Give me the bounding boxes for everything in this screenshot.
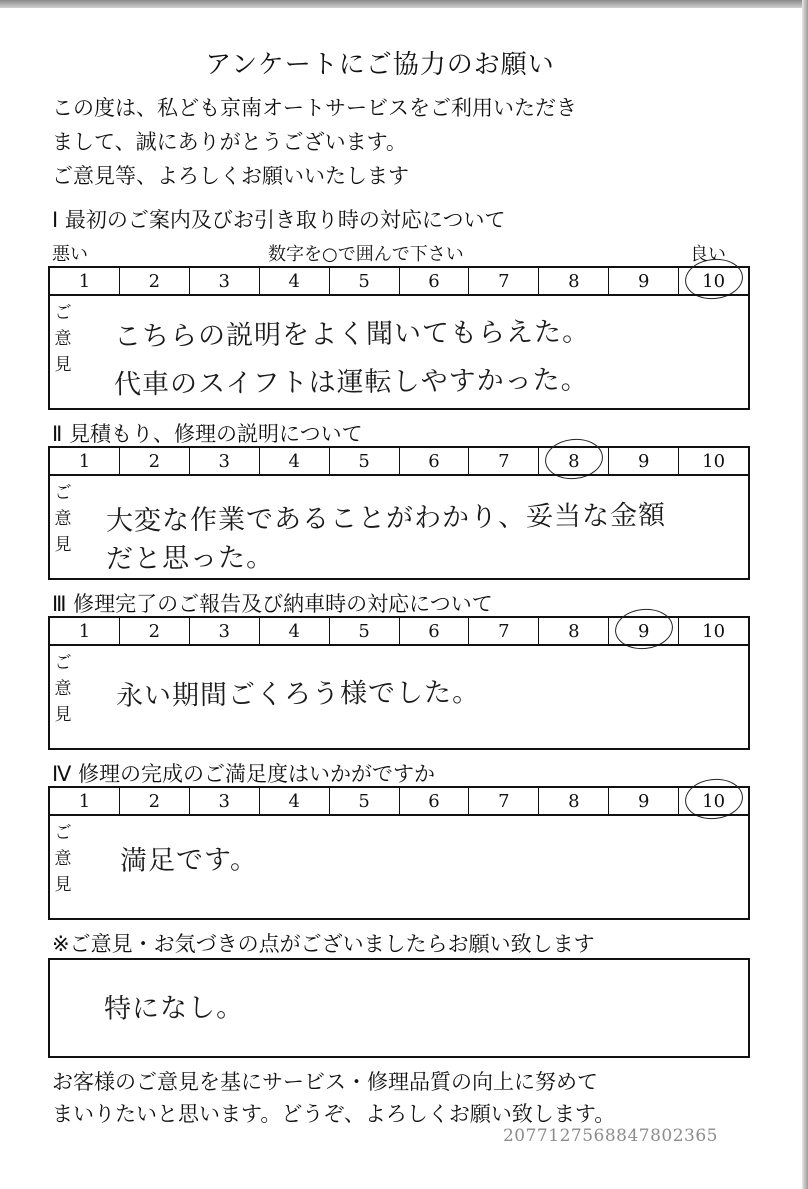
rating-option[interactable] xyxy=(260,618,330,644)
rating-option[interactable] xyxy=(330,618,400,644)
rating-number: 1 xyxy=(78,270,91,292)
handwritten-comment: 永い期間ごくろう様でした。 xyxy=(115,677,481,712)
rating-option[interactable] xyxy=(609,268,679,294)
rating-option[interactable] xyxy=(539,618,609,644)
opinion-label xyxy=(54,650,72,728)
rating-number: 7 xyxy=(498,620,510,642)
rating-number: 9 xyxy=(637,270,650,292)
rating-number: 6 xyxy=(428,270,440,292)
comment-box-3 xyxy=(48,644,750,750)
rating-scale-1 xyxy=(48,266,750,296)
rating-option[interactable] xyxy=(469,788,539,814)
rating-option[interactable] xyxy=(120,448,190,474)
rating-number: 9 xyxy=(637,790,650,812)
rating-number: 10 xyxy=(702,450,726,472)
handwritten-comment: 大変な作業であることがわかり、妥当な金額 xyxy=(105,500,667,537)
opinion-label-char: 見 xyxy=(54,705,72,725)
rating-option[interactable] xyxy=(539,788,609,814)
rating-option[interactable] xyxy=(539,448,609,474)
page-title: アンケートにご協力のお願い xyxy=(205,50,555,80)
scale-good-label: 良い xyxy=(690,244,726,265)
rating-option[interactable] xyxy=(330,268,400,294)
section-4-heading: Ⅳ 修理の完成のご満足度はいかがですか xyxy=(52,762,436,786)
section-3-heading: Ⅲ 修理完了のご報告及び納車時の対応について xyxy=(52,592,493,616)
rating-number: 3 xyxy=(218,790,230,812)
handwritten-comment: 特になし。 xyxy=(103,992,245,1025)
rating-option[interactable] xyxy=(400,788,470,814)
rating-number: 8 xyxy=(568,450,580,472)
opinion-label-char: 意 xyxy=(54,679,72,699)
rating-number: 7 xyxy=(498,270,510,292)
rating-number: 1 xyxy=(78,620,91,642)
handwritten-comment: 代車のスイフトは運転しやすかった。 xyxy=(113,364,589,401)
scale-instruction: 数字を○で囲んで下さい xyxy=(268,244,464,265)
rating-scale-4 xyxy=(48,786,750,816)
rating-option[interactable] xyxy=(330,448,400,474)
opinion-label-char: 見 xyxy=(54,355,72,375)
free-comment-box xyxy=(48,958,750,1058)
rating-number: 3 xyxy=(218,450,230,472)
rating-option[interactable] xyxy=(469,268,539,294)
rating-number: 5 xyxy=(358,790,370,812)
opinion-label-char: 意 xyxy=(54,509,72,529)
intro-line-1: この度は、私ども京南オートサービスをご利用いただき xyxy=(52,96,577,120)
rating-number: 5 xyxy=(358,270,370,292)
rating-option[interactable] xyxy=(50,788,120,814)
rating-number: 10 xyxy=(702,790,726,812)
handwritten-comment: だと思った。 xyxy=(105,542,275,575)
rating-option[interactable] xyxy=(260,788,330,814)
rating-number: 1 xyxy=(78,450,91,472)
rating-option[interactable] xyxy=(400,618,470,644)
rating-option[interactable] xyxy=(400,268,470,294)
rating-option[interactable] xyxy=(190,788,260,814)
rating-option[interactable] xyxy=(260,268,330,294)
rating-option[interactable] xyxy=(50,448,120,474)
rating-option[interactable] xyxy=(539,268,609,294)
rating-number: 10 xyxy=(702,270,726,292)
intro-line-3: ご意見等、よろしくお願いいたします xyxy=(52,164,409,188)
rating-scale-3 xyxy=(48,616,750,646)
rating-option[interactable] xyxy=(120,268,190,294)
rating-option[interactable] xyxy=(50,268,120,294)
opinion-label-char: ご xyxy=(54,823,72,843)
scan-edge-right xyxy=(802,0,808,1189)
handwritten-comment: こちらの説明をよく聞いてもらえた。 xyxy=(113,316,591,353)
document-id: 20771275688478023​65 xyxy=(502,1126,718,1146)
rating-number: 8 xyxy=(568,270,580,292)
opinion-label-char: 見 xyxy=(54,535,72,555)
rating-number: 1 xyxy=(78,790,91,812)
rating-number: 3 xyxy=(218,620,230,642)
section-2-heading: Ⅱ 見積もり、修理の説明について xyxy=(52,422,363,446)
rating-option[interactable] xyxy=(260,448,330,474)
rating-number: 7 xyxy=(498,450,510,472)
rating-option[interactable] xyxy=(190,618,260,644)
rating-number: 6 xyxy=(428,620,440,642)
rating-number: 4 xyxy=(288,620,300,642)
handwritten-comment: 満足です。 xyxy=(119,844,259,877)
rating-number: 6 xyxy=(428,450,440,472)
rating-number: 8 xyxy=(568,620,580,642)
intro-line-2: まして、誠にありがとうございます。 xyxy=(52,130,407,154)
section-1-heading: Ⅰ 最初のご案内及びお引き取り時の対応について xyxy=(52,208,506,232)
rating-number: 9 xyxy=(637,620,650,642)
opinion-label-char: 見 xyxy=(54,875,72,895)
rating-option[interactable] xyxy=(609,788,679,814)
rating-option[interactable] xyxy=(469,618,539,644)
rating-option[interactable] xyxy=(120,618,190,644)
opinion-label-char: 意 xyxy=(54,329,72,349)
rating-option[interactable] xyxy=(50,618,120,644)
opinion-label xyxy=(54,820,72,898)
opinion-label-char: ご xyxy=(54,303,72,323)
opinion-label-char: ご xyxy=(54,483,72,503)
rating-number: 7 xyxy=(498,790,510,812)
rating-option[interactable] xyxy=(120,788,190,814)
rating-option[interactable] xyxy=(190,448,260,474)
free-comment-heading: ※ご意見・お気づきの点がございましたらお願い致します xyxy=(52,932,595,956)
rating-number: 2 xyxy=(148,450,161,472)
rating-option[interactable] xyxy=(609,448,679,474)
rating-option[interactable] xyxy=(400,448,470,474)
closing-line-1: お客様のご意見を基にサービス・修理品質の向上に努めて xyxy=(52,1070,598,1094)
rating-scale-2 xyxy=(48,446,750,476)
rating-number: 3 xyxy=(218,270,230,292)
opinion-label xyxy=(54,300,72,378)
rating-option[interactable] xyxy=(679,448,748,474)
closing-line-2: まいりたいと思います。どうぞ、よろしくお願い致します。 xyxy=(52,1102,616,1126)
rating-number: 4 xyxy=(288,450,300,472)
rating-option[interactable] xyxy=(679,618,748,644)
rating-option[interactable] xyxy=(679,268,748,294)
rating-option[interactable] xyxy=(469,448,539,474)
rating-number: 5 xyxy=(358,620,370,642)
rating-number: 8 xyxy=(568,790,580,812)
rating-number: 6 xyxy=(428,790,440,812)
opinion-label xyxy=(54,480,72,558)
rating-number: 4 xyxy=(288,790,300,812)
scan-edge-top xyxy=(0,0,808,8)
rating-option[interactable] xyxy=(679,788,748,814)
rating-option[interactable] xyxy=(190,268,260,294)
rating-number: 9 xyxy=(637,450,650,472)
rating-option[interactable] xyxy=(609,618,679,644)
rating-number: 2 xyxy=(148,620,161,642)
rating-number: 2 xyxy=(148,270,161,292)
comment-box-1 xyxy=(48,294,750,410)
rating-number: 4 xyxy=(288,270,300,292)
scale-bad-label: 悪い xyxy=(52,244,88,265)
rating-number: 2 xyxy=(148,790,161,812)
comment-box-4 xyxy=(48,814,750,920)
rating-number: 5 xyxy=(358,450,370,472)
opinion-label-char: ご xyxy=(54,653,72,673)
comment-box-2 xyxy=(48,474,750,580)
rating-number: 10 xyxy=(702,620,726,642)
rating-option[interactable] xyxy=(330,788,400,814)
opinion-label-char: 意 xyxy=(54,849,72,869)
